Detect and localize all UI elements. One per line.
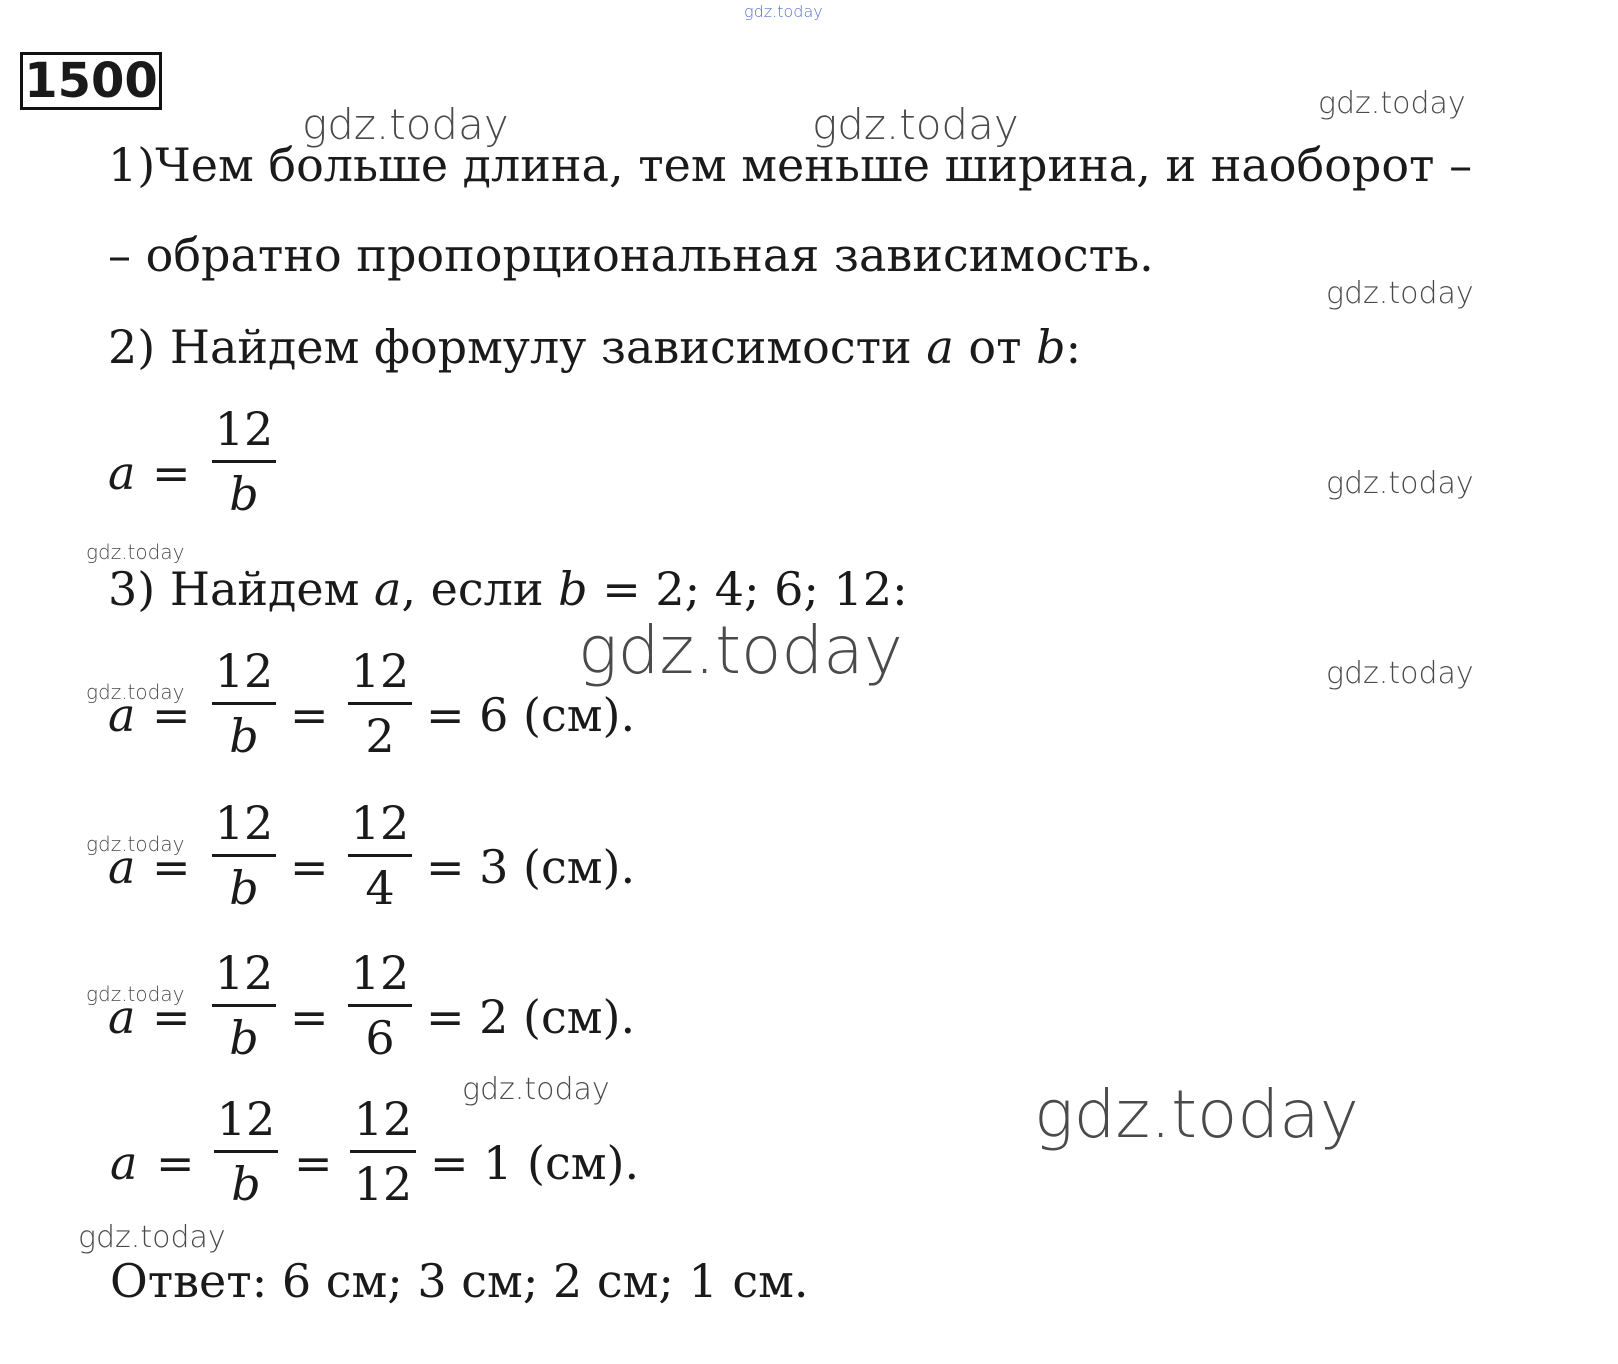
eq-sign: = (290, 840, 329, 894)
fraction-denominator: b (229, 1011, 259, 1065)
fraction-numerator: 12 (214, 796, 274, 850)
fraction-denominator: b (231, 1157, 261, 1211)
eq-fraction-2 (348, 644, 412, 763)
step-2-middle: от (953, 320, 1037, 374)
step-2-heading (108, 320, 1082, 374)
eq-sign: = (152, 990, 191, 1044)
fraction-numerator: 12 (350, 796, 410, 850)
fraction-denominator: 2 (365, 709, 395, 763)
fraction-numerator: 12 (350, 946, 410, 1000)
fraction-denominator: 12 (353, 1157, 413, 1211)
fraction-numerator: 12 (214, 402, 274, 456)
watermark: gdz.today (1326, 466, 1474, 501)
problem-number-box: 1500 (20, 52, 162, 110)
eq-fraction-2 (350, 1092, 416, 1211)
step-3-heading (108, 562, 908, 616)
eq-result: = 6 (см). (426, 688, 636, 742)
eq-lhs: a (108, 688, 136, 742)
var-a: a (373, 562, 402, 616)
watermark: gdz.today (86, 680, 185, 704)
eq-fraction-1 (212, 644, 276, 763)
equation-row (0, 1092, 700, 1226)
step-2-suffix: : (1065, 320, 1082, 374)
fraction-denominator: b (229, 709, 259, 763)
fraction-bar (214, 1150, 278, 1153)
fraction-bar (212, 854, 276, 857)
eq-fraction-1 (212, 796, 276, 915)
watermark: gdz.today (462, 1072, 610, 1107)
watermark: gdz.today (1318, 86, 1466, 121)
fraction-bar (350, 1150, 416, 1153)
fraction-denominator: 6 (365, 1011, 395, 1065)
fraction-bar (348, 1004, 412, 1007)
eq-sign: = (290, 688, 329, 742)
text-line-1: 1)Чем больше длина, тем меньше ширина, и наоборот – (108, 138, 1473, 192)
eq-sign: = (152, 688, 191, 742)
step-2-prefix: 2) Найдем формулу зависимости (108, 320, 927, 374)
step-3-middle: , если (401, 562, 559, 616)
eq-lhs: a (108, 990, 136, 1044)
step-3-values: = 2; 4; 6; 12: (587, 562, 908, 616)
watermark-top: gdz.today (744, 2, 823, 21)
eq-lhs: a (108, 840, 136, 894)
var-a: a (926, 320, 954, 374)
fraction-numerator: 12 (214, 946, 274, 1000)
watermark: gdz.today (86, 540, 185, 564)
equation-row (0, 946, 700, 1080)
watermark: gdz.today (812, 100, 1019, 149)
equation-row (0, 796, 700, 930)
watermark: gdz.today (86, 982, 185, 1006)
equation-row (0, 644, 700, 778)
formula-eq: = (152, 446, 191, 500)
fraction-bar (348, 854, 412, 857)
eq-sign: = (290, 990, 329, 1044)
eq-lhs: a (110, 1136, 138, 1190)
eq-fraction-1 (214, 1092, 278, 1211)
fraction-denominator: b (229, 467, 259, 521)
var-b: b (558, 562, 588, 616)
watermark-large: gdz.today (578, 612, 903, 689)
answer-line: Ответ: 6 см; 3 см; 2 см; 1 см. (110, 1254, 809, 1308)
var-b: b (1036, 320, 1066, 374)
watermark-large: gdz.today (1034, 1076, 1359, 1153)
step-3-prefix: 3) Найдем (108, 562, 374, 616)
fraction-bar (348, 702, 412, 705)
fraction-numerator: 12 (216, 1092, 276, 1146)
text-line-2: – обратно пропорциональная зависимость. (108, 228, 1154, 282)
eq-sign: = (152, 840, 191, 894)
watermark: gdz.today (86, 832, 185, 856)
eq-result: = 3 (см). (426, 840, 636, 894)
eq-fraction-2 (348, 796, 412, 915)
eq-fraction-1 (212, 946, 276, 1065)
formula-fraction (212, 402, 276, 521)
fraction-bar (212, 1004, 276, 1007)
fraction-denominator: 4 (365, 861, 395, 915)
watermark: gdz.today (78, 1220, 226, 1255)
eq-fraction-2 (348, 946, 412, 1065)
fraction-bar (212, 460, 276, 463)
watermark: gdz.today (1326, 276, 1474, 311)
fraction-bar (212, 702, 276, 705)
formula-lhs: a (108, 446, 136, 500)
fraction-numerator: 12 (350, 644, 410, 698)
fraction-denominator: b (229, 861, 259, 915)
watermark: gdz.today (302, 100, 509, 149)
fraction-numerator: 12 (214, 644, 274, 698)
eq-result: = 2 (см). (426, 990, 636, 1044)
eq-sign: = (294, 1136, 333, 1190)
eq-sign: = (156, 1136, 195, 1190)
fraction-numerator: 12 (353, 1092, 413, 1146)
watermark: gdz.today (1326, 656, 1474, 691)
eq-result: = 1 (см). (430, 1136, 640, 1190)
